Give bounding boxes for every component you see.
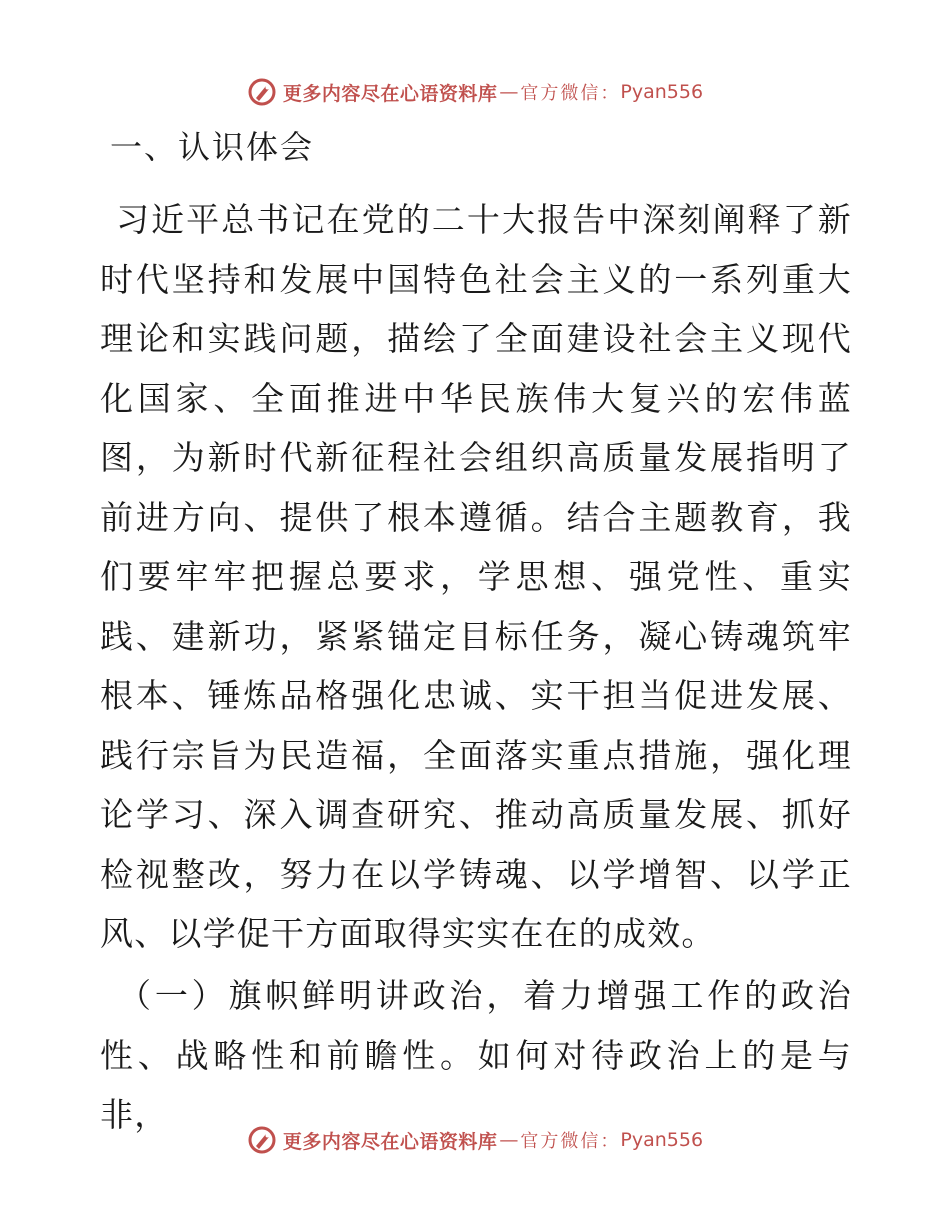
pen-nib-circle-icon [247,77,277,107]
watermark-wechat-label: 官方微信： [520,1131,621,1152]
body-paragraph-1: 习近平总书记在党的二十大报告中深刻阐释了新时代坚持和发展中国特色社会主义的一系列重大理论和实践问题，描绘了全面建设社会主义现代化国家、全面推进中华民族伟大复兴的宏伟蓝图，为新时代新征程社会组织高质量发展指明了前进方向、提供了根本遵循。结合主题教育，我们要牢牢把握总要求，学思想、强党性、重实践、建新功，紧紧锚定目标任务，凝心铸魂筑牢根本、锤炼品格强化忠诚、实干担当促进发展、践行宗旨为民造福，全面落实重点措施，强化理论学习、深入调查研究、推动高质量发展、抓好检视整改，努力在以学铸魂、以学增智、以学正风、以学促干方面取得实实在在的成效。 [100,200,852,953]
body-paragraph-2: （一）旗帜鲜明讲政治，着力增强工作的政治性、战略性和前瞻性。如何对待政治上的是与非， [100,976,852,1134]
watermark-brand-text: 更多内容尽在心语资料库 [282,82,498,105]
watermark-banner-top [0,72,950,112]
watermark-separator: — [499,1129,519,1151]
watermark-banner-bottom [0,1120,950,1160]
section-heading: 一、认识体会 [110,128,315,166]
watermark-brand-text: 更多内容尽在心语资料库 [282,1130,498,1153]
watermark-wechat-id: Pyan556 [620,1129,704,1151]
watermark-wechat-id: Pyan556 [620,81,704,103]
watermark-separator: — [499,81,519,103]
pen-nib-circle-icon [247,1125,277,1155]
watermark-wechat-label: 官方微信： [520,83,621,104]
